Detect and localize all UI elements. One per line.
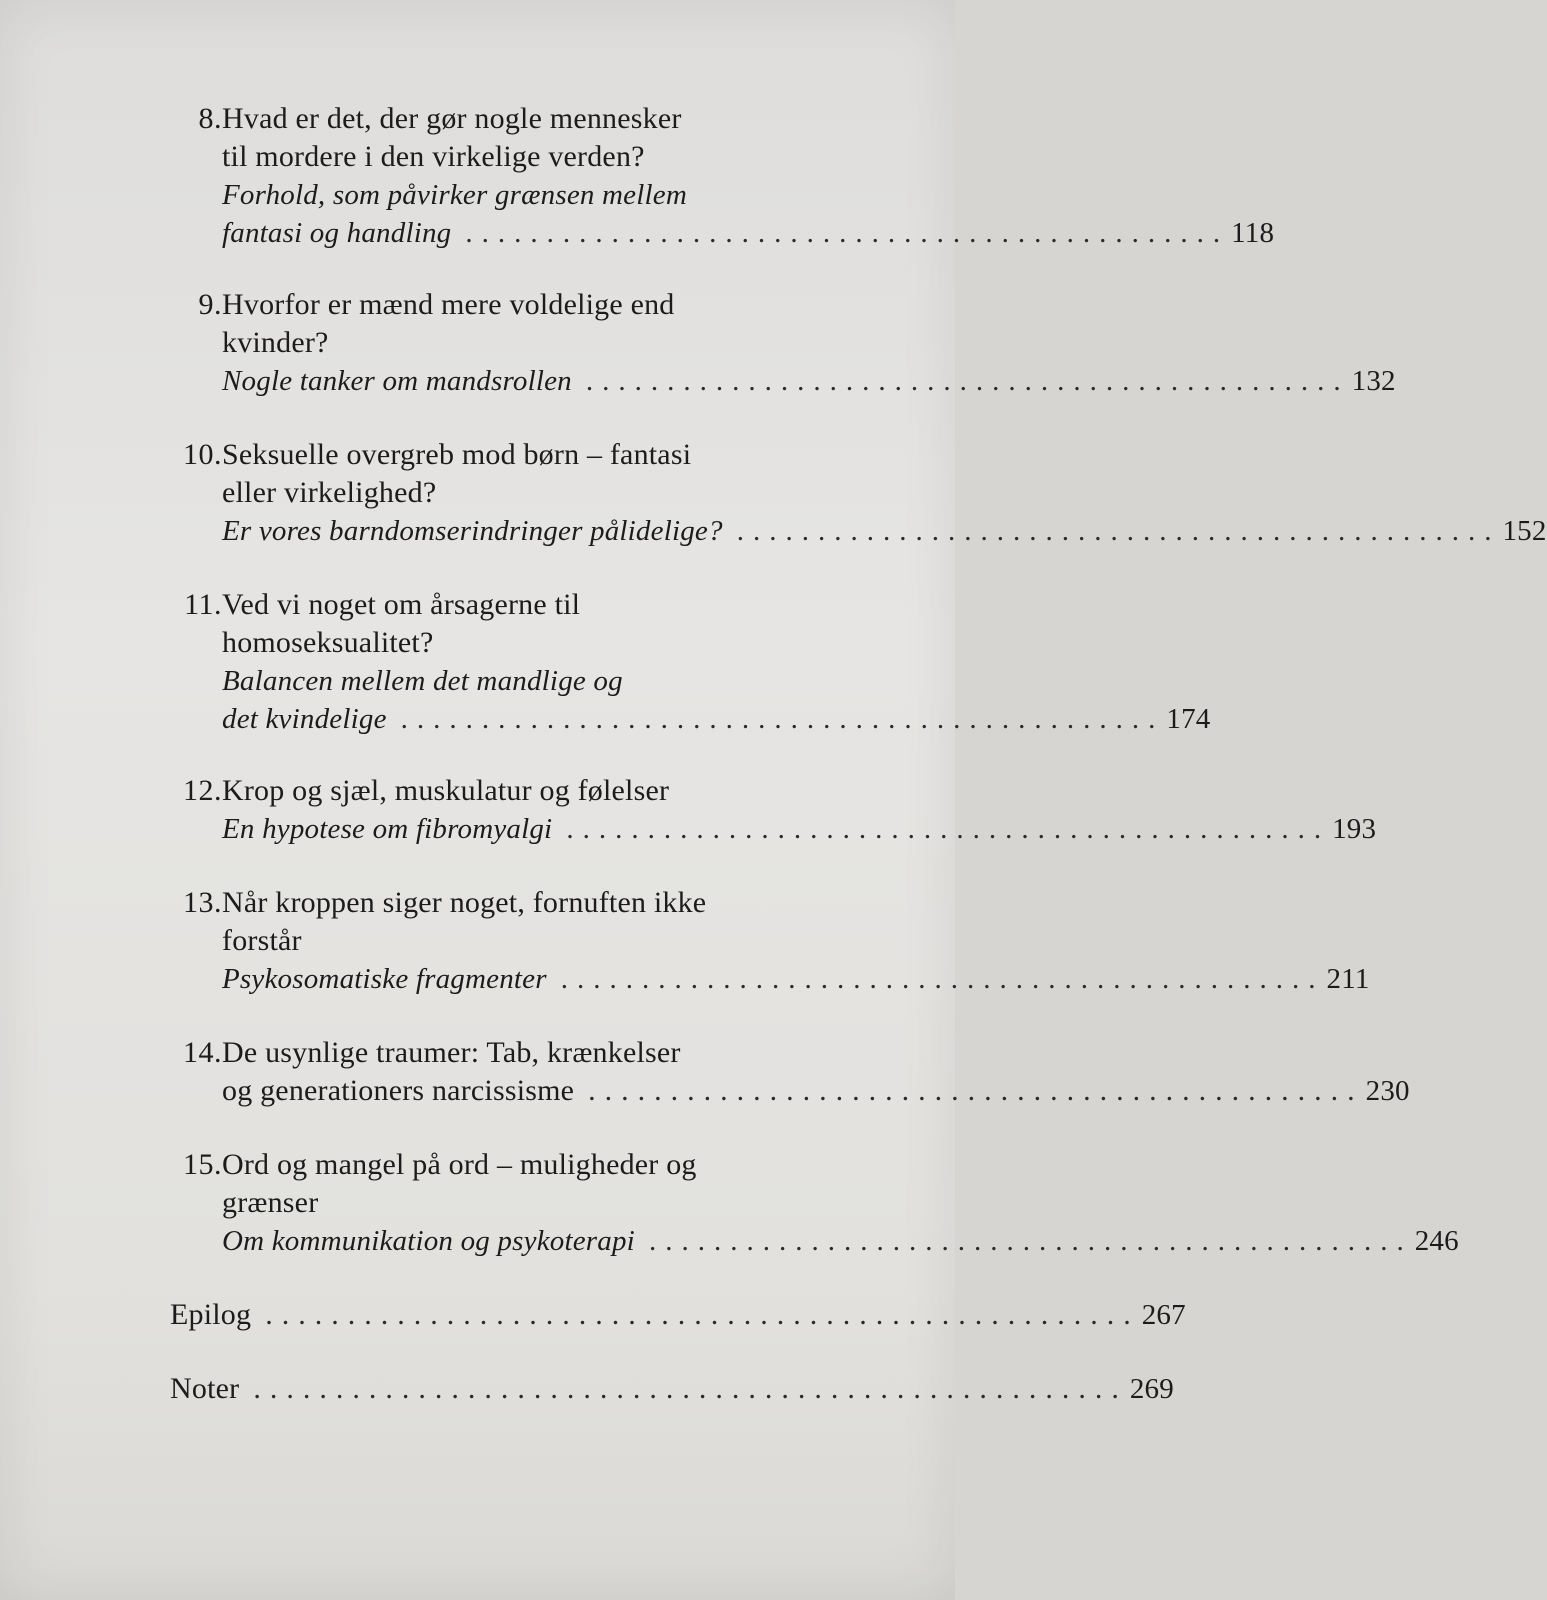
- chapter-leader-line: En hypotese om fibromyalgi ............................................... 193: [222, 810, 830, 848]
- chapter-subtitle-line: En hypotese om fibromyalgi: [222, 813, 553, 845]
- chapter-title-line: De usynlige traumer: Tab, krænkelser: [222, 1036, 681, 1069]
- chapter-number: 12.: [183, 774, 222, 807]
- chapter-subtitle-line: Forhold, som påvirker grænsen mellem: [222, 179, 687, 211]
- chapter-title-line: til mordere i den virkelige verden?: [222, 140, 645, 173]
- chapter-leader-line: Er vores barndomserindringer pålidelige? ............................................... 152: [222, 512, 830, 550]
- chapter-subtitle-line: Psykosomatiske fragmenter: [222, 963, 547, 995]
- chapter-subtitle-line: Om kommunikation og psykoterapi: [222, 1225, 635, 1257]
- page-number: 211: [1326, 963, 1370, 995]
- page-number: 118: [1231, 217, 1275, 249]
- page-number: 267: [1141, 1299, 1186, 1331]
- chapter-title-line: og generationers narcissisme: [222, 1074, 575, 1107]
- chapter-title-line: grænser: [222, 1186, 319, 1219]
- chapter-title-line: Ord og mangel på ord – muligheder og: [222, 1148, 697, 1181]
- chapter-title-line: eller virkelighed?: [222, 476, 437, 509]
- toc-entry-epilog: [170, 1296, 1186, 1334]
- chapter-title-line: homoseksualitet?: [222, 626, 434, 659]
- chapter-number: 13.: [183, 886, 222, 919]
- epilog-label: Epilog: [170, 1298, 252, 1331]
- chapter-leader-line: det kvindelige ............................................... 174: [222, 700, 830, 738]
- chapter-number: 11.: [184, 588, 222, 621]
- toc-entry-noter: [170, 1370, 1174, 1408]
- chapter-leader-line: fantasi og handling ............................................... 118: [222, 214, 830, 252]
- page-number: 132: [1351, 365, 1396, 397]
- chapter-number: 15.: [183, 1148, 222, 1181]
- page-number: 174: [1166, 703, 1211, 735]
- chapter-title-line: forstår: [222, 924, 302, 957]
- page-number: 230: [1365, 1075, 1410, 1107]
- noter-leader-line: Noter ..................................................... 269: [170, 1370, 830, 1408]
- page-number: 193: [1332, 813, 1377, 845]
- noter-label: Noter: [170, 1372, 240, 1405]
- chapter-leader-line: og generationers narcissisme ............................................... 230: [222, 1072, 830, 1110]
- chapter-subtitle-line: Nogle tanker om mandsrollen: [222, 365, 572, 397]
- chapter-title-line: kvinder?: [222, 326, 329, 359]
- chapter-title-line: Hvorfor er mænd mere voldelige end: [222, 288, 675, 321]
- chapter-subtitle-line: Balancen mellem det mandlige og: [222, 665, 623, 697]
- chapter-number: 9.: [198, 288, 222, 321]
- chapter-title-line: Hvad er det, der gør nogle mennesker: [222, 102, 682, 135]
- chapter-leader-line: Om kommunikation og psykoterapi ............................................... 246: [222, 1222, 830, 1260]
- chapter-title-line: Når kroppen siger noget, fornuften ikke: [222, 886, 707, 919]
- page-number: 246: [1414, 1225, 1459, 1257]
- chapter-leader-line: Nogle tanker om mandsrollen ............................................... 132: [222, 362, 830, 400]
- chapter-subtitle-line: det kvindelige: [222, 703, 387, 735]
- chapter-subtitle-line: Er vores barndomserindringer pålidelige?: [222, 515, 723, 547]
- chapter-subtitle-line: fantasi og handling: [222, 217, 452, 249]
- chapter-number: 10.: [183, 438, 222, 471]
- page-number: 269: [1129, 1373, 1174, 1405]
- chapter-leader-line: Psykosomatiske fragmenter ............................................... 211: [222, 960, 830, 998]
- chapter-title-line: Krop og sjæl, muskulatur og følelser: [222, 774, 670, 807]
- chapter-number: 14.: [183, 1036, 222, 1069]
- chapter-number: 8.: [198, 102, 222, 135]
- chapter-title-line: Ved vi noget om årsagerne til: [222, 588, 581, 621]
- chapter-title-line: Seksuelle overgreb mod børn – fantasi: [222, 438, 692, 471]
- page-number: 152: [1502, 515, 1547, 547]
- epilog-leader-line: Epilog ..................................................... 267: [170, 1296, 830, 1334]
